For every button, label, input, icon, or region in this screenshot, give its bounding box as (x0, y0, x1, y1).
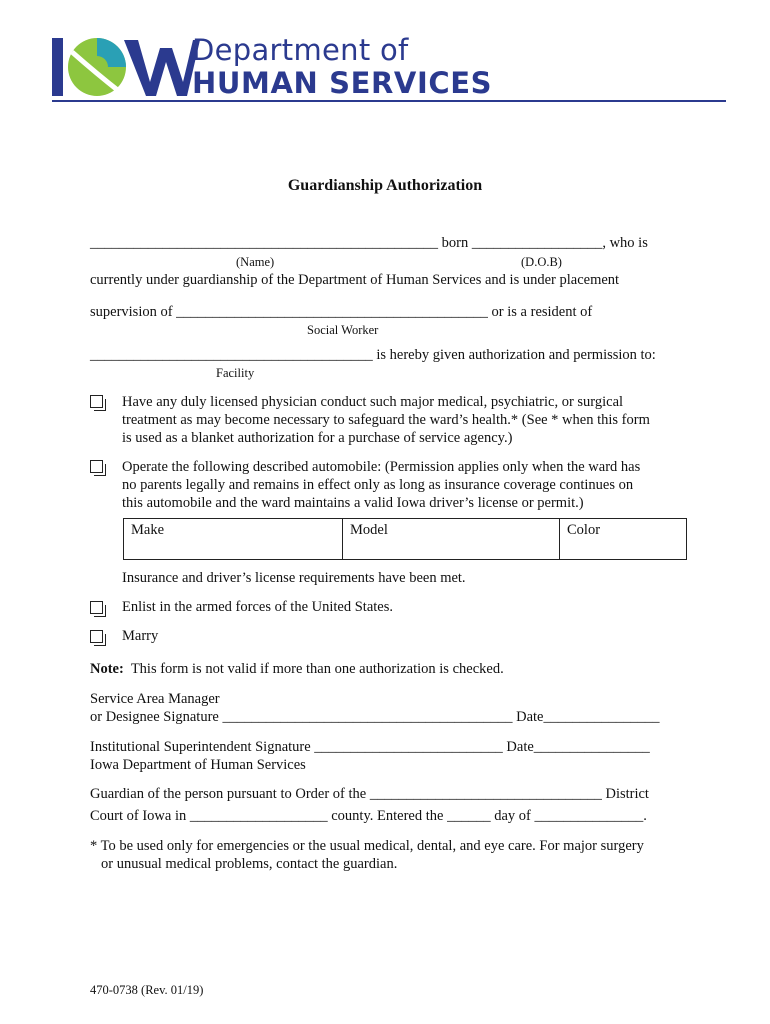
medical-option-line: treatment as may become necessary to safeguard the ward’s health.* (See * when this form (122, 412, 650, 428)
medical-checkbox[interactable] (90, 395, 103, 408)
superintendent-signature-line[interactable]: Institutional Superintendent Signature __________________________ Date________________ (90, 739, 650, 755)
automobile-option-line: this automobile and the ward maintains a valid Iowa driver’s license or permit.) (122, 495, 584, 511)
note-text: This form is not valid if more than one authorization is checked. (123, 661, 504, 677)
insurance-note: Insurance and driver’s license requirements have been met. (122, 570, 466, 586)
logo (50, 34, 200, 100)
automobile-option-line: Operate the following described automobile: (Permission applies only when the ward has (122, 459, 641, 475)
automobile-option-line: no parents legally and remains in effect only as long as insurance coverage continues on (122, 477, 634, 493)
marry-checkbox[interactable] (90, 630, 103, 643)
vehicle-table (123, 518, 687, 560)
vehicle-row (124, 519, 687, 560)
facility-line: _______________________________________ is hereby given authorization and permission to: (90, 347, 656, 363)
armed-forces-checkbox[interactable] (90, 601, 103, 614)
armed-forces-option-text: Enlist in the armed forces of the United States. (122, 599, 393, 615)
note-label: Note: (90, 661, 124, 677)
note (90, 661, 504, 678)
service-area-manager-label: Service Area Manager (90, 691, 220, 707)
dob-label: (D.O.B) (521, 255, 562, 269)
model-label: Model (350, 522, 388, 538)
color-cell[interactable] (560, 519, 687, 560)
name-label: (Name) (236, 255, 275, 269)
color-label: Color (567, 522, 601, 538)
department-subtitle: HUMAN SERVICES (192, 66, 493, 100)
placement-line: currently under guardianship of the Department of Human Services and is under placement (90, 272, 620, 288)
medical-option-line: is used as a blanket authorization for a purchase of service agency.) (122, 430, 513, 446)
designee-signature-line[interactable]: or Designee Signature ________________________________________ Date________________ (90, 709, 660, 725)
department-title: Department of (192, 33, 409, 67)
department-name: Iowa Department of Human Services (90, 757, 306, 773)
footnote-line: * To be used only for emergencies or the usual medical, dental, and eye care. For major surgery (90, 838, 644, 854)
marry-option-text: Marry (122, 628, 159, 644)
court-county-line[interactable]: Court of Iowa in ___________________ county. Entered the ______ day of _______________. (90, 808, 647, 824)
iowa-logo-mark (50, 34, 200, 100)
guardian-order-line[interactable]: Guardian of the person pursuant to Order of the ________________________________ District (90, 786, 649, 802)
footnote-line: or unusual medical problems, contact the guardian. (101, 856, 398, 872)
header-rule (52, 100, 726, 102)
medical-option-text (122, 393, 650, 447)
automobile-option-text (122, 458, 640, 512)
make-cell[interactable] (124, 519, 343, 560)
name-dob-line: ________________________________________________ born __________________, who is (90, 235, 648, 251)
model-cell[interactable] (343, 519, 560, 560)
medical-option-line: Have any duly licensed physician conduct such major medical, psychiatric, or surgical (122, 394, 624, 410)
form-title: Guardianship Authorization (287, 177, 483, 194)
make-label: Make (131, 522, 165, 538)
supervision-line: supervision of ___________________________________________ or is a resident of (90, 304, 593, 320)
facility-label: Facility (216, 366, 255, 380)
automobile-checkbox[interactable] (90, 460, 103, 473)
social-worker-label: Social Worker (307, 323, 379, 337)
form-number: 470-0738 (Rev. 01/19) (90, 983, 204, 997)
